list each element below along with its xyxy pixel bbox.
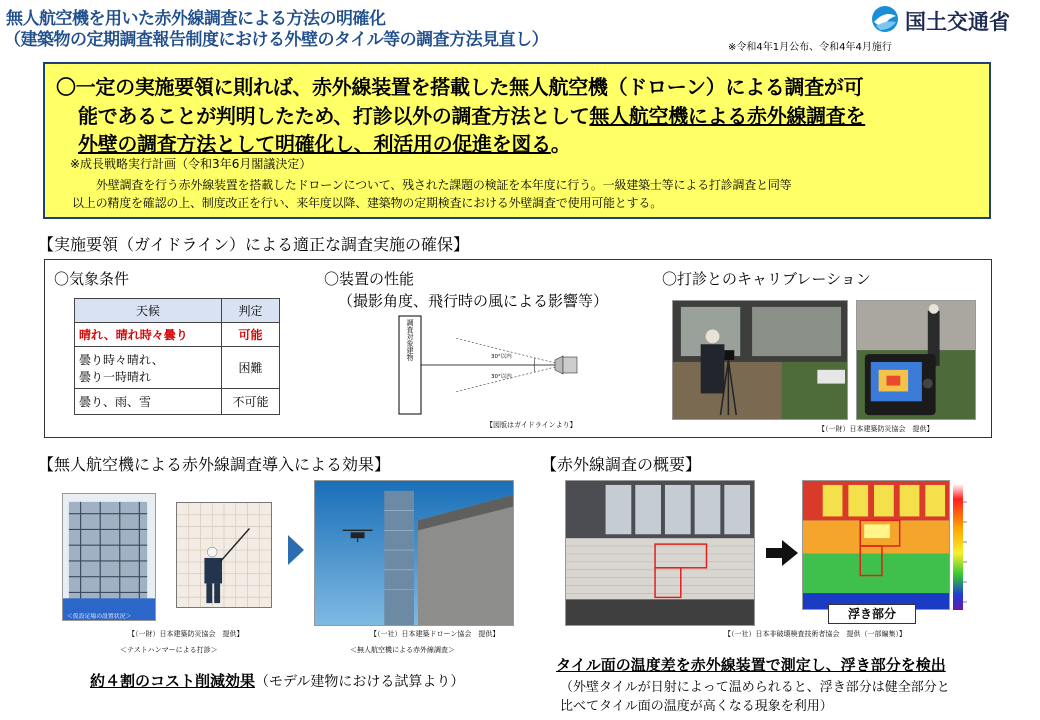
publication-note: ※令和4年1月公布、令和4年4月施行 [728,42,892,53]
cost-reduction-bold: 約４割のコスト削減効果 [90,672,256,690]
angle-top-label: 30°以内 [491,354,512,360]
weather-cell [75,347,222,389]
strategy-body-2: 以上の精度を確認の上、制度改正を行い、来年度以降、建築物の定期検査における外壁調査で使用可能とする。 [72,196,663,210]
credit-drone-assoc: 【（一社）日本建築ドローン協会 提供】 [370,630,500,638]
calibration-photo-screen [856,300,976,420]
weather-cell-line: 曇り一時晴れ [79,369,152,384]
col-judge: 判定 [222,299,280,323]
weather-cell: 晴れ、晴れ時々曇り [75,323,222,347]
weather-table [74,298,280,415]
overview-credit: 【（一社）日本非破壊検査技術者協会 提供（一部編集）】 [724,630,906,638]
logo-text: 国土交通省 [905,10,1010,34]
weather-subhead: 〇気象条件 [54,270,130,288]
diagram-caption: 【図版はガイドラインより】 [486,421,577,429]
effect-heading: 【無人航空機による赤外線調査導入による効果】 [38,455,391,474]
calibration-subhead: 〇打診とのキャリブレーション [662,270,871,288]
calibration-credit: 【（一財）日本建築防災協会 提供】 [818,425,934,433]
drone-survey-photo [314,480,514,626]
overview-heading: 【赤外線調査の概要】 [541,455,702,474]
summary-line-1: 〇一定の実施要領に則れば、赤外線装置を搭載した無人航空機（ドローン）による調査が可 [56,75,864,99]
judge-cell: 可能 [222,323,280,347]
strategy-body-1: 外壁調査を行う赤外線装置を搭載したドローンについて、残された課題の検証を本年度に行う。一級建築士等による打診調査と同等 [96,178,792,192]
table-header-row [75,299,280,323]
float-area-label: 浮き部分 [828,604,916,624]
summary-line-3-emphasis: 外壁の調査方法として明確化し、利活用の促進を図る [78,132,551,156]
table-row [75,347,280,389]
caption-hammer: ＜テストハンマーによる打診＞ [120,646,218,654]
weather-cell-line: 曇り時々晴れ、 [79,352,164,367]
calibration-photo-camera [672,300,848,420]
table-row [75,323,280,347]
cost-reduction-note: （モデル建物における試算より） [255,674,465,690]
overview-sub-text-2: 比べてタイル面の温度が高くなる現象を利用） [560,699,833,714]
device-subhead-detail: （撮影角度、飛行時の風による影響等） [338,292,609,310]
guideline-heading: 【実施要領（ガイドライン）による適正な調査実施の確保】 [38,235,470,254]
page-subtitle: （建築物の定期調査報告制度における外壁のタイル等の調査方法見直し） [4,30,549,50]
arrow-right-icon [766,540,798,566]
summary-line-2-plain: 能であることが判明したため、打診以外の調査方法として [78,104,590,128]
credit-architecture-assoc: 【（一財）日本建築防災協会 提供】 [128,630,244,638]
strategy-title: ※成長戦略実行計画（令和3年6月閣議決定） [70,157,312,171]
ir-camera-icon [555,356,577,374]
cost-reduction [90,670,464,691]
camera-angle-diagram [395,312,615,422]
col-weather: 天候 [75,299,222,323]
temperature-scale [951,482,975,612]
judge-cell: 困難 [222,347,280,389]
diagram-target-label: 調査対象建物 [406,319,414,361]
overview-sub-text-1: （外壁タイルが日射によって温められると、浮き部分は健全部分と [560,680,950,695]
tile-wall-photo [565,480,755,626]
angle-bottom-label: 30°以内 [491,374,512,380]
arrow-right-icon [288,535,304,565]
summary-line-3 [78,128,571,157]
scaffold-caption: ＜仮設足場の設置状況＞ [66,614,132,621]
overview-main-text: タイル面の温度差を赤外線装置で測定し、浮き部分を検出 [556,656,946,674]
thermal-image [802,480,950,610]
weather-cell: 曇り、雨、雪 [75,389,222,415]
page-title: 無人航空機を用いた赤外線調査による方法の明確化 [6,9,386,29]
summary-line-2 [78,100,865,129]
summary-line-2-emphasis: 無人航空機による赤外線調査を [589,104,866,128]
caption-drone: ＜無人航空機による赤外線調査＞ [350,646,455,654]
hammer-test-photo [176,502,272,608]
table-row [75,389,280,415]
summary-line-3-end: 。 [550,132,571,156]
judge-cell: 不可能 [222,389,280,415]
device-subhead: 〇装置の性能 [324,270,415,288]
scaffold-photo [62,493,156,621]
